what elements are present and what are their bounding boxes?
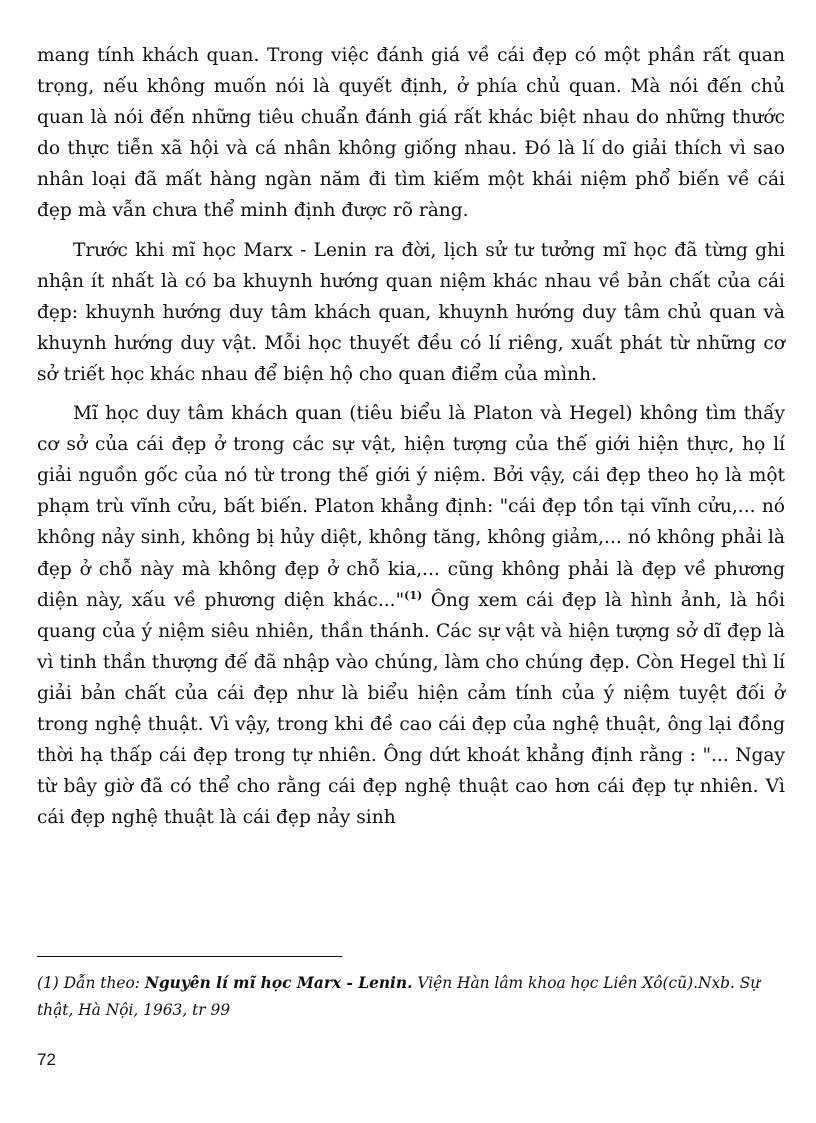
footnote-book-title: Nguyên lí mĩ học Marx - Lenin. — [144, 974, 413, 992]
footnote-source: Viện Hàn lâm khoa học Liên Xô(cũ).Nxb. Sự thật, Hà Nội, 1963, tr 99 — [37, 974, 761, 1019]
paragraph-3 — [37, 398, 785, 833]
paragraph-3-part-1: Mĩ học duy tâm khách quan (tiêu biểu là Platon và Hegel) không tìm thấy cơ sở của cái đẹp ở trong các sự vật, hiện tượng của thế giới hiện thực, họ lí giải nguồn gốc của nó từ trong thế giới ý niệm. Bởi vậy, cái đẹp theo họ là một phạm trù vĩnh cửu, bất biến. Platon khẳng định: "cái đẹp tồn tại vĩnh cửu,... nó không nảy sinh, không bị hủy diệt, không tăng, không giảm,... nó không phải là đẹp ở chỗ này mà không đẹp ở chỗ kia,... cũng không phải là đẹp về phương diện này, xấu về phương diện khác..." — [37, 403, 785, 611]
footnote-reference: (1) — [404, 588, 423, 602]
page-body — [37, 40, 785, 833]
paragraph-3-part-2: Ông xem cái đẹp là hình ảnh, là hồi quang của ý niệm siêu nhiên, thần thánh. Các sự vật và hiện tượng sở dĩ đẹp là vì tinh thần thượng đế đã nhập vào chúng, làm cho chúng đẹp. Còn Hegel thì lí giải bản chất của cái đẹp như là biểu hiện cảm tính của ý niệm tuyệt đối ở trong nghệ thuật. Vì vậy, trong khi đề cao cái đẹp của nghệ thuật, ông lại đồng thời hạ thấp cái đẹp trong tự nhiên. Ông dứt khoát khẳng định rằng : "... Ngay từ bây giờ đã có thể cho rằng cái đẹp nghệ thuật cao hơn cái đẹp tự nhiên. Vì cái đẹp nghệ thuật là cái đẹp nảy sinh — [37, 589, 786, 829]
footnote-prefix: (1) Dẫn theo: — [37, 974, 145, 992]
paragraph-1: mang tính khách quan. Trong việc đánh giá về cái đẹp có một phần rất quan trọng, nếu không muốn nói là quyết định, ở phía chủ quan. Mà nói đến chủ quan là nói đến những tiêu chuẩn đánh giá rất khác biệt nhau do những thước do thực tiễn xã hội và cá nhân không giống nhau. Đó là lí do giải thích vì sao nhân loại đã mất hàng ngàn năm đi tìm kiếm một khái niệm phổ biến về cái đẹp mà vẫn chưa thể minh định được rõ ràng. — [37, 45, 785, 222]
footnote-divider — [37, 956, 342, 957]
footnote — [37, 970, 789, 1024]
page-number: 72 — [37, 1050, 56, 1069]
paragraph-2: Trước khi mĩ học Marx - Lenin ra đời, lịch sử tư tưởng mĩ học đã từng ghi nhận ít nhất là có ba khuynh hướng quan niệm khác nhau về bản chất của cái đẹp: khuynh hướng duy tâm khách quan, khuynh hướng duy tâm chủ quan và khuynh hướng duy vật. Mỗi học thuyết đều có lí riêng, xuất phát từ những cơ sở triết học khác nhau để biện hộ cho quan điểm của mình. — [37, 239, 785, 385]
